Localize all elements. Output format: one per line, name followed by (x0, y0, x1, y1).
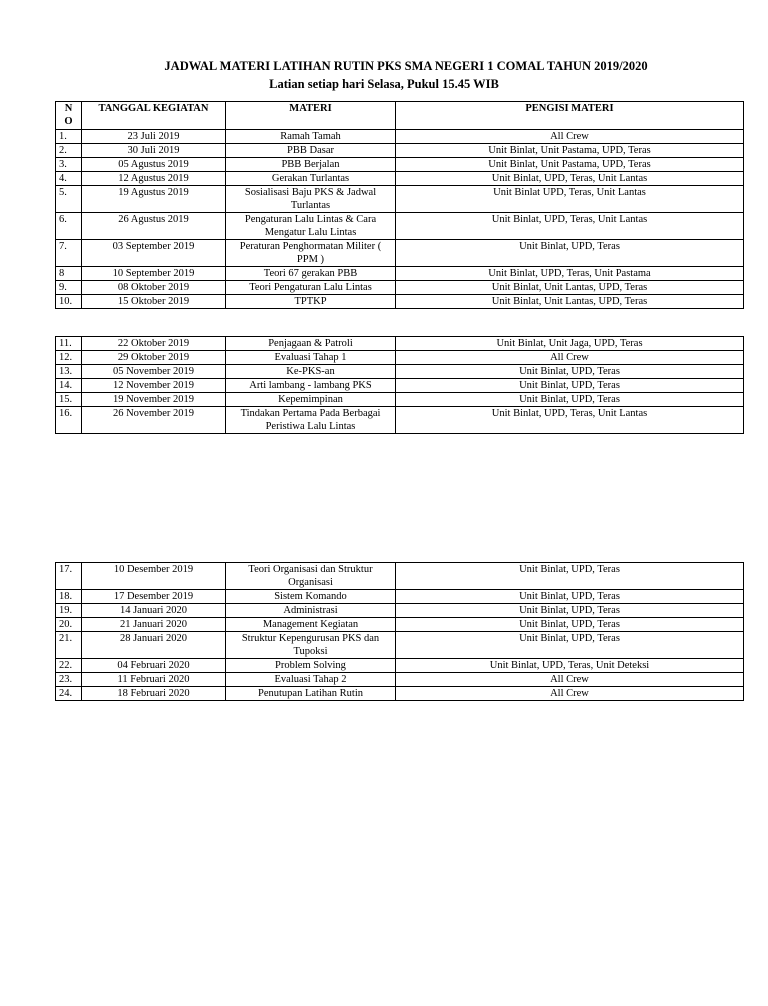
table-row (56, 687, 744, 701)
cell-materi: Gerakan Turlantas (226, 172, 396, 186)
column-header-pengisi: PENGISI MATERI (396, 102, 744, 130)
cell-date: 14 Januari 2020 (82, 604, 226, 618)
cell-materi: Administrasi (226, 604, 396, 618)
table-row (56, 172, 744, 186)
cell-no: 23. (56, 673, 82, 687)
cell-date: 26 November 2019 (82, 407, 226, 434)
table-row (56, 213, 744, 240)
table-row (56, 158, 744, 172)
cell-no: 2. (56, 144, 82, 158)
table-row (56, 186, 744, 213)
table-body (56, 130, 744, 309)
schedule-table-1 (55, 101, 744, 309)
cell-materi: Ramah Tamah (226, 130, 396, 144)
cell-materi: Tindakan Pertama Pada Berbagai Peristiwa Lalu Lintas (226, 407, 396, 434)
cell-date: 18 Februari 2020 (82, 687, 226, 701)
cell-pengisi: Unit Binlat, UPD, Teras (396, 240, 744, 267)
cell-no: 12. (56, 351, 82, 365)
cell-pengisi: Unit Binlat UPD, Teras, Unit Lantas (396, 186, 744, 213)
cell-pengisi: Unit Binlat, UPD, Teras (396, 590, 744, 604)
cell-materi: Pengaturan Lalu Lintas & Cara Mengatur Lalu Lintas (226, 213, 396, 240)
cell-pengisi: Unit Binlat, UPD, Teras (396, 604, 744, 618)
cell-materi: Problem Solving (226, 659, 396, 673)
cell-materi: Teori Organisasi dan Struktur Organisasi (226, 563, 396, 590)
schedule-table-3 (55, 562, 744, 701)
cell-pengisi: Unit Binlat, UPD, Teras (396, 632, 744, 659)
cell-pengisi: Unit Binlat, UPD, Teras, Unit Lantas (396, 213, 744, 240)
table-body (56, 337, 744, 434)
column-header-no (56, 102, 82, 130)
cell-no: 15. (56, 393, 82, 407)
cell-no: 14. (56, 379, 82, 393)
cell-no: 17. (56, 563, 82, 590)
column-header-date: TANGGAL KEGIATAN (82, 102, 226, 130)
cell-no: 10. (56, 295, 82, 309)
cell-materi: Peraturan Penghormatan Militer ( PPM ) (226, 240, 396, 267)
cell-date: 10 September 2019 (82, 267, 226, 281)
cell-pengisi: Unit Binlat, Unit Lantas, UPD, Teras (396, 281, 744, 295)
cell-no: 19. (56, 604, 82, 618)
cell-date: 17 Desember 2019 (82, 590, 226, 604)
cell-date: 04 Februari 2020 (82, 659, 226, 673)
table-row (56, 393, 744, 407)
cell-materi: PBB Dasar (226, 144, 396, 158)
column-header-materi: MATERI (226, 102, 396, 130)
cell-no: 13. (56, 365, 82, 379)
cell-materi: Penutupan Latihan Rutin (226, 687, 396, 701)
cell-date: 05 November 2019 (82, 365, 226, 379)
cell-materi: Ke-PKS-an (226, 365, 396, 379)
cell-no: 20. (56, 618, 82, 632)
cell-date: 05 Agustus 2019 (82, 158, 226, 172)
cell-materi: Struktur Kepengurusan PKS dan Tupoksi (226, 632, 396, 659)
table-row (56, 407, 744, 434)
cell-materi: Evaluasi Tahap 2 (226, 673, 396, 687)
table-header-row (56, 102, 744, 130)
cell-no: 9. (56, 281, 82, 295)
cell-no: 21. (56, 632, 82, 659)
table-row (56, 281, 744, 295)
cell-materi: PBB Berjalan (226, 158, 396, 172)
table-row (56, 563, 744, 590)
cell-date: 23 Juli 2019 (82, 130, 226, 144)
cell-no: 11. (56, 337, 82, 351)
cell-no: 24. (56, 687, 82, 701)
table-row (56, 365, 744, 379)
column-header-no-text: NO (64, 103, 73, 127)
cell-materi: Sistem Komando (226, 590, 396, 604)
table-row (56, 295, 744, 309)
table-body (56, 563, 744, 701)
cell-date: 29 Oktober 2019 (82, 351, 226, 365)
table-row (56, 632, 744, 659)
table-row (56, 351, 744, 365)
table-row (56, 130, 744, 144)
page-subtitle: Latian setiap hari Selasa, Pukul 15.45 WIB (269, 77, 499, 91)
schedule-table-2 (55, 336, 744, 434)
cell-date: 21 Januari 2020 (82, 618, 226, 632)
table-row (56, 673, 744, 687)
cell-materi: Arti lambang - lambang PKS (226, 379, 396, 393)
cell-no: 4. (56, 172, 82, 186)
cell-pengisi: Unit Binlat, UPD, Teras, Unit Pastama (396, 267, 744, 281)
cell-pengisi: Unit Binlat, Unit Pastama, UPD, Teras (396, 144, 744, 158)
cell-no: 22. (56, 659, 82, 673)
cell-materi: Teori 67 gerakan PBB (226, 267, 396, 281)
cell-materi: Management Kegiatan (226, 618, 396, 632)
cell-date: 19 November 2019 (82, 393, 226, 407)
cell-materi: Teori Pengaturan Lalu Lintas (226, 281, 396, 295)
cell-no: 3. (56, 158, 82, 172)
cell-no: 1. (56, 130, 82, 144)
cell-no: 7. (56, 240, 82, 267)
cell-no: 16. (56, 407, 82, 434)
cell-pengisi: Unit Binlat, UPD, Teras (396, 393, 744, 407)
cell-no: 5. (56, 186, 82, 213)
cell-pengisi: All Crew (396, 130, 744, 144)
cell-pengisi: Unit Binlat, UPD, Teras (396, 365, 744, 379)
table-row (56, 267, 744, 281)
cell-pengisi: Unit Binlat, UPD, Teras (396, 563, 744, 590)
cell-pengisi: Unit Binlat, UPD, Teras (396, 618, 744, 632)
cell-pengisi: Unit Binlat, UPD, Teras, Unit Lantas (396, 407, 744, 434)
cell-date: 15 Oktober 2019 (82, 295, 226, 309)
cell-materi: Evaluasi Tahap 1 (226, 351, 396, 365)
cell-date: 12 November 2019 (82, 379, 226, 393)
cell-materi: TPTKP (226, 295, 396, 309)
cell-date: 26 Agustus 2019 (82, 213, 226, 240)
cell-date: 03 September 2019 (82, 240, 226, 267)
cell-date: 12 Agustus 2019 (82, 172, 226, 186)
cell-pengisi: Unit Binlat, Unit Lantas, UPD, Teras (396, 295, 744, 309)
table-row (56, 590, 744, 604)
cell-date: 08 Oktober 2019 (82, 281, 226, 295)
table-row (56, 144, 744, 158)
table-row (56, 604, 744, 618)
table-row (56, 337, 744, 351)
cell-date: 30 Juli 2019 (82, 144, 226, 158)
cell-date: 11 Februari 2020 (82, 673, 226, 687)
cell-pengisi: All Crew (396, 351, 744, 365)
cell-date: 28 Januari 2020 (82, 632, 226, 659)
cell-pengisi: All Crew (396, 673, 744, 687)
table-row (56, 618, 744, 632)
table-row (56, 240, 744, 267)
cell-pengisi: Unit Binlat, UPD, Teras, Unit Deteksi (396, 659, 744, 673)
cell-pengisi: Unit Binlat, Unit Jaga, UPD, Teras (396, 337, 744, 351)
cell-materi: Sosialisasi Baju PKS & Jadwal Turlantas (226, 186, 396, 213)
cell-no: 8 (56, 267, 82, 281)
cell-materi: Penjagaan & Patroli (226, 337, 396, 351)
cell-no: 18. (56, 590, 82, 604)
cell-pengisi: Unit Binlat, Unit Pastama, UPD, Teras (396, 158, 744, 172)
cell-date: 22 Oktober 2019 (82, 337, 226, 351)
cell-pengisi: Unit Binlat, UPD, Teras, Unit Lantas (396, 172, 744, 186)
cell-date: 19 Agustus 2019 (82, 186, 226, 213)
page-title: JADWAL MATERI LATIHAN RUTIN PKS SMA NEGERI 1 COMAL TAHUN 2019/2020 (164, 59, 648, 73)
table-row (56, 379, 744, 393)
cell-no: 6. (56, 213, 82, 240)
cell-pengisi: Unit Binlat, UPD, Teras (396, 379, 744, 393)
cell-pengisi: All Crew (396, 687, 744, 701)
cell-materi: Kepemimpinan (226, 393, 396, 407)
cell-date: 10 Desember 2019 (82, 563, 226, 590)
table-row (56, 659, 744, 673)
